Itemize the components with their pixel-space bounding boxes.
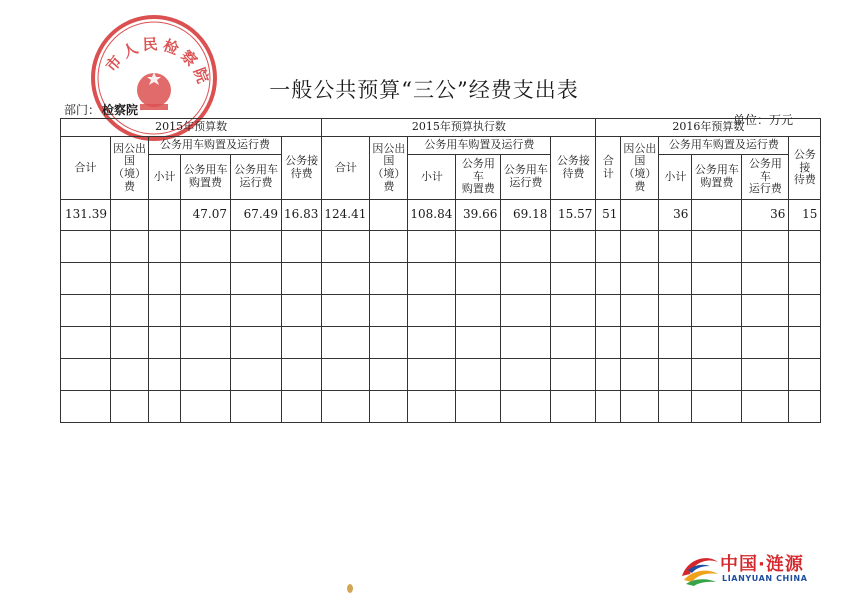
empty-row <box>61 263 821 295</box>
table-cell <box>149 200 181 231</box>
col-subtotal: 小计 <box>408 155 456 200</box>
col-vehicle-group: 公务用车购置及运行费 <box>149 137 282 155</box>
col-total: 合计 <box>596 137 621 200</box>
col-reception: 公务接 待费 <box>282 137 322 200</box>
col-operation: 公务用车 运行费 <box>742 155 789 200</box>
col-purchase: 公务用车 购置费 <box>181 155 231 200</box>
group-2015-budget: 2015年预算数 <box>61 119 322 137</box>
table-cell <box>111 200 149 231</box>
group-2015-execution: 2015年预算执行数 <box>322 119 596 137</box>
col-purchase: 公务用车 购置费 <box>456 155 501 200</box>
header-row-groups <box>61 119 821 137</box>
col-total: 合计 <box>61 137 111 200</box>
col-total: 合计 <box>322 137 370 200</box>
table-cell: 36 <box>742 200 789 231</box>
header-row-leaf <box>61 155 821 200</box>
empty-row <box>61 359 821 391</box>
empty-row <box>61 391 821 423</box>
col-abroad: 因公出国 （境）费 <box>621 137 659 200</box>
table-row <box>61 200 821 231</box>
table-cell <box>621 200 659 231</box>
col-vehicle-group: 公务用车购置及运行费 <box>408 137 551 155</box>
table-cell: 69.18 <box>501 200 551 231</box>
table-cell: 51 <box>596 200 621 231</box>
logo-english-text: LIANYUAN CHINA <box>722 574 808 583</box>
col-abroad: 因公出国 （境）费 <box>370 137 408 200</box>
col-subtotal: 小计 <box>149 155 181 200</box>
empty-row <box>61 295 821 327</box>
col-subtotal: 小计 <box>659 155 692 200</box>
group-2016-budget: 2016年预算数 <box>596 119 821 137</box>
table-cell: 124.41 <box>322 200 370 231</box>
department-label: 部门： <box>64 103 101 117</box>
department-name: 检察院 <box>102 103 139 117</box>
col-purchase: 公务用车 购置费 <box>692 155 742 200</box>
logo-swirl-icon <box>678 548 722 588</box>
col-reception: 公务接 待费 <box>789 137 821 200</box>
empty-row <box>61 327 821 359</box>
col-operation: 公务用车 运行费 <box>231 155 282 200</box>
table-cell: 39.66 <box>456 200 501 231</box>
table-cell: 47.07 <box>181 200 231 231</box>
logo-chinese-text: 中国·涟源 <box>720 554 804 575</box>
empty-row <box>61 231 821 263</box>
col-abroad: 因公出国 （境）费 <box>111 137 149 200</box>
table-cell <box>692 200 742 231</box>
col-reception: 公务接 待费 <box>551 137 596 200</box>
table-cell: 67.49 <box>231 200 282 231</box>
table-cell: 15 <box>789 200 821 231</box>
paper-stain <box>347 584 353 593</box>
col-vehicle-group: 公务用车购置及运行费 <box>659 137 789 155</box>
table-cell: 15.57 <box>551 200 596 231</box>
table-cell: 108.84 <box>408 200 456 231</box>
department-line <box>64 101 138 118</box>
header-row-sub <box>61 137 821 155</box>
table-cell <box>370 200 408 231</box>
table-cell: 131.39 <box>61 200 111 231</box>
seal-text: 市人民检察院 <box>102 35 214 90</box>
expense-table <box>60 118 821 423</box>
col-operation: 公务用车 运行费 <box>501 155 551 200</box>
unit-label: 单位：万元 <box>733 113 794 127</box>
table-cell: 36 <box>659 200 692 231</box>
table-cell: 16.83 <box>282 200 322 231</box>
lianyuan-logo <box>678 548 838 588</box>
page-title: 一般公共预算“三公”经费支出表 <box>269 78 579 102</box>
